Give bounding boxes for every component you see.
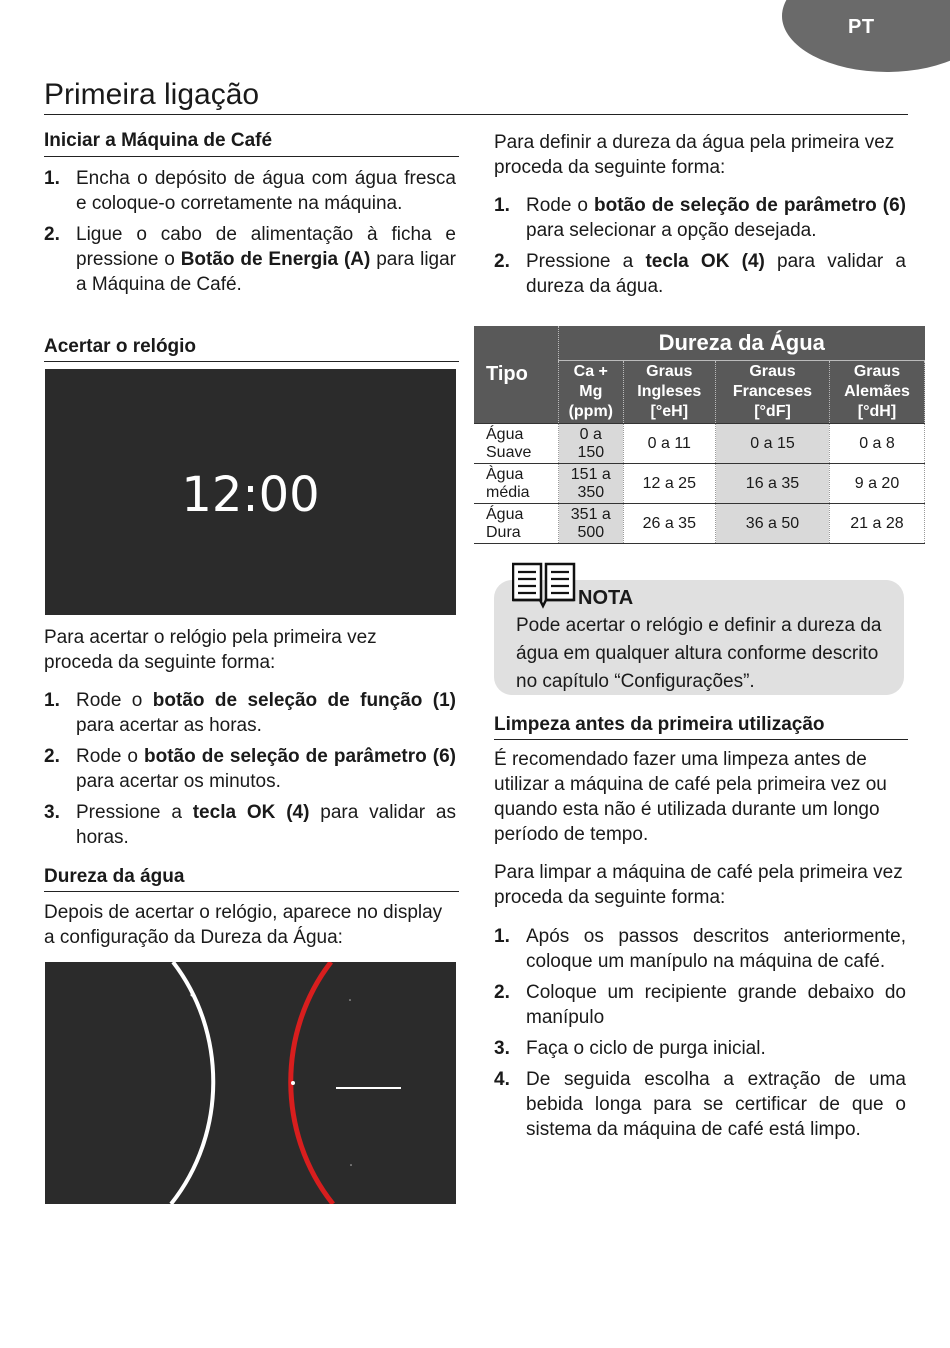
cell-line: Àgua xyxy=(486,465,524,483)
list-item xyxy=(44,800,456,850)
list-item xyxy=(494,193,906,243)
table-subheader xyxy=(559,361,624,424)
list-item xyxy=(494,924,906,974)
step-text: Pressione a xyxy=(76,802,193,823)
hardness-setup-steps xyxy=(494,193,906,305)
table-cell-ppm xyxy=(559,464,624,504)
clock-time: 12:00 xyxy=(181,467,320,523)
step-number: 3. xyxy=(44,802,60,823)
subheader-line: [°dF] xyxy=(754,403,791,420)
table-cell-ppm xyxy=(559,424,624,464)
step-emphasis: tecla OK (4) xyxy=(645,251,765,272)
section-divider xyxy=(44,891,459,892)
step-number: 2. xyxy=(44,224,60,245)
list-item xyxy=(44,166,456,216)
step-emphasis: tecla OK (4) xyxy=(192,802,310,823)
section-divider xyxy=(494,739,908,740)
cell-line: 351 a xyxy=(570,505,611,523)
subheader-line: Ca + xyxy=(573,363,608,380)
step-text: Faça o ciclo de purga inicial. xyxy=(526,1038,766,1059)
step-text: Rode o xyxy=(76,690,153,711)
step-text: Após os passos descritos anteriormente, coloque um manípulo na máquina de café. xyxy=(526,926,906,972)
table-cell-type xyxy=(474,504,559,544)
hardness-display-graphic xyxy=(45,962,456,1204)
table-subheader xyxy=(623,361,715,424)
step-text: para acertar os minutos. xyxy=(76,771,281,792)
section-heading-hardness: Dureza da água xyxy=(44,866,185,887)
step-text: De seguida escolha a extração de uma bebida longa para se certificar de que o sistema da máquina de café está limpo. xyxy=(526,1069,906,1140)
step-number: 1. xyxy=(494,926,510,947)
step-number: 2. xyxy=(494,982,510,1003)
step-number: 2. xyxy=(494,251,510,272)
step-number: 2. xyxy=(44,746,60,767)
table-subheader xyxy=(716,361,830,424)
display-dot xyxy=(350,1164,352,1166)
section-divider xyxy=(44,156,459,157)
step-text: Ligue o cabo de alimentação à ficha e pressione o xyxy=(76,224,456,270)
step-text: para validar as horas. xyxy=(76,802,456,848)
list-item xyxy=(44,222,456,297)
language-label: PT xyxy=(848,16,875,38)
section-divider xyxy=(44,361,459,362)
cell-line: 500 xyxy=(577,523,605,541)
list-item xyxy=(494,980,906,1030)
table-cell-ppm xyxy=(559,504,624,544)
table-cell-dh: 9 a 20 xyxy=(829,464,924,504)
cell-line: 151 a xyxy=(570,465,611,483)
step-emphasis: botão de seleção de função (1) xyxy=(152,690,457,711)
clock-display xyxy=(45,369,456,615)
title-divider xyxy=(44,114,908,115)
step-emphasis: Botão de Energia (A) xyxy=(180,249,371,270)
step-number: 3. xyxy=(494,1038,510,1059)
subheader-line: Graus xyxy=(749,363,796,380)
step-number: 1. xyxy=(494,195,510,216)
step-emphasis: botão de seleção de parâmetro (6) xyxy=(594,195,906,216)
hardness-intro: Depois de acertar o relógio, aparece no display a configuração da Dureza da Água: xyxy=(44,902,443,948)
start-steps xyxy=(44,166,456,303)
cell-line: 350 xyxy=(577,483,605,501)
step-emphasis: botão de seleção de parâmetro (6) xyxy=(144,746,456,767)
display-dot xyxy=(349,999,351,1001)
subheader-line: (ppm) xyxy=(568,403,613,420)
cell-line: Água xyxy=(486,425,524,443)
list-item xyxy=(44,744,456,794)
subheader-line: Mg xyxy=(579,383,603,400)
table-title: Dureza da Água xyxy=(559,326,925,361)
note-label: NOTA xyxy=(578,587,634,609)
cleaning-para-1: É recomendado fazer uma limpeza antes de utilizar a máquina de café pela primeira vez ou quando esta não é utilizada durante um longo período de tempo. xyxy=(494,749,887,845)
section-heading-cleaning: Limpeza antes da primeira utilização xyxy=(494,714,825,735)
step-text: para validar a dureza da água. xyxy=(526,251,906,297)
book-icon xyxy=(512,560,576,610)
list-item xyxy=(494,249,906,299)
display-dot xyxy=(291,1081,295,1085)
table-cell-eh: 12 a 25 xyxy=(623,464,715,504)
water-hardness-table xyxy=(474,326,925,544)
cell-line: Suave xyxy=(486,443,532,461)
table-cell-df: 16 a 35 xyxy=(716,464,830,504)
cell-line: Água xyxy=(486,505,524,523)
table-cell-eh: 26 a 35 xyxy=(623,504,715,544)
cell-line: 150 xyxy=(577,443,605,461)
table-cell-df: 36 a 50 xyxy=(716,504,830,544)
step-text: para ligar a Máquina de Café. xyxy=(76,249,456,295)
table-cell-df: 0 a 15 xyxy=(716,424,830,464)
cell-line: Dura xyxy=(486,523,521,541)
display-dot xyxy=(191,994,194,997)
step-number: 1. xyxy=(44,690,60,711)
hardness-setup-intro: Para definir a dureza da água pela primeira vez proceda da seguinte forma: xyxy=(494,132,895,178)
table-header-tipo: Tipo xyxy=(474,326,559,424)
step-text: Rode o xyxy=(526,195,595,216)
section-heading-start: Iniciar a Máquina de Café xyxy=(44,130,273,151)
hardness-display xyxy=(45,962,456,1204)
step-number: 1. xyxy=(44,168,60,189)
table-row xyxy=(474,424,925,464)
step-text: Rode o xyxy=(76,746,145,767)
step-number: 4. xyxy=(494,1069,510,1090)
subheader-line: Franceses xyxy=(732,383,813,400)
table-cell-dh: 21 a 28 xyxy=(829,504,924,544)
cell-line: média xyxy=(486,483,530,501)
table-subheader xyxy=(829,361,924,424)
list-item xyxy=(494,1036,906,1061)
subheader-line: Graus xyxy=(646,363,693,380)
subheader-line: Ingleses xyxy=(637,383,702,400)
step-text: Encha o depósito de água com água fresca e coloque-o corretamente na máquina. xyxy=(76,168,456,214)
table-cell-dh: 0 a 8 xyxy=(829,424,924,464)
white-arc xyxy=(171,962,213,1204)
table-cell-type xyxy=(474,424,559,464)
subheader-line: [°dH] xyxy=(857,403,897,420)
list-item xyxy=(44,688,456,738)
cleaning-para-2: Para limpar a máquina de café pela primeira vez proceda da seguinte forma: xyxy=(494,862,903,908)
section-heading-clock: Acertar o relógio xyxy=(44,336,197,357)
page-title: Primeira ligação xyxy=(44,78,260,111)
cell-line: 0 a xyxy=(579,425,602,443)
red-arc xyxy=(291,962,333,1204)
subheader-line: Graus xyxy=(853,363,901,380)
subheader-line: [°eH] xyxy=(650,403,689,420)
table-row xyxy=(474,504,925,544)
cleaning-steps xyxy=(494,924,906,1148)
step-text: para acertar as horas. xyxy=(76,715,262,736)
clock-intro: Para acertar o relógio pela primeira vez proceda da seguinte forma: xyxy=(44,627,377,673)
step-text: Coloque um recipiente grande debaixo do manípulo xyxy=(526,982,906,1028)
table-row xyxy=(474,464,925,504)
subheader-line: Alemães xyxy=(844,383,910,400)
step-text: Pressione a xyxy=(526,251,646,272)
step-text: para selecionar a opção desejada. xyxy=(526,220,817,241)
table-cell-type xyxy=(474,464,559,504)
note-text: Pode acertar o relógio e definir a dureza da água em qualquer altura conforme descrito no capítulo “Configurações”. xyxy=(516,615,882,692)
table-cell-eh: 0 a 11 xyxy=(623,424,715,464)
clock-steps xyxy=(44,688,456,856)
list-item xyxy=(494,1067,906,1142)
